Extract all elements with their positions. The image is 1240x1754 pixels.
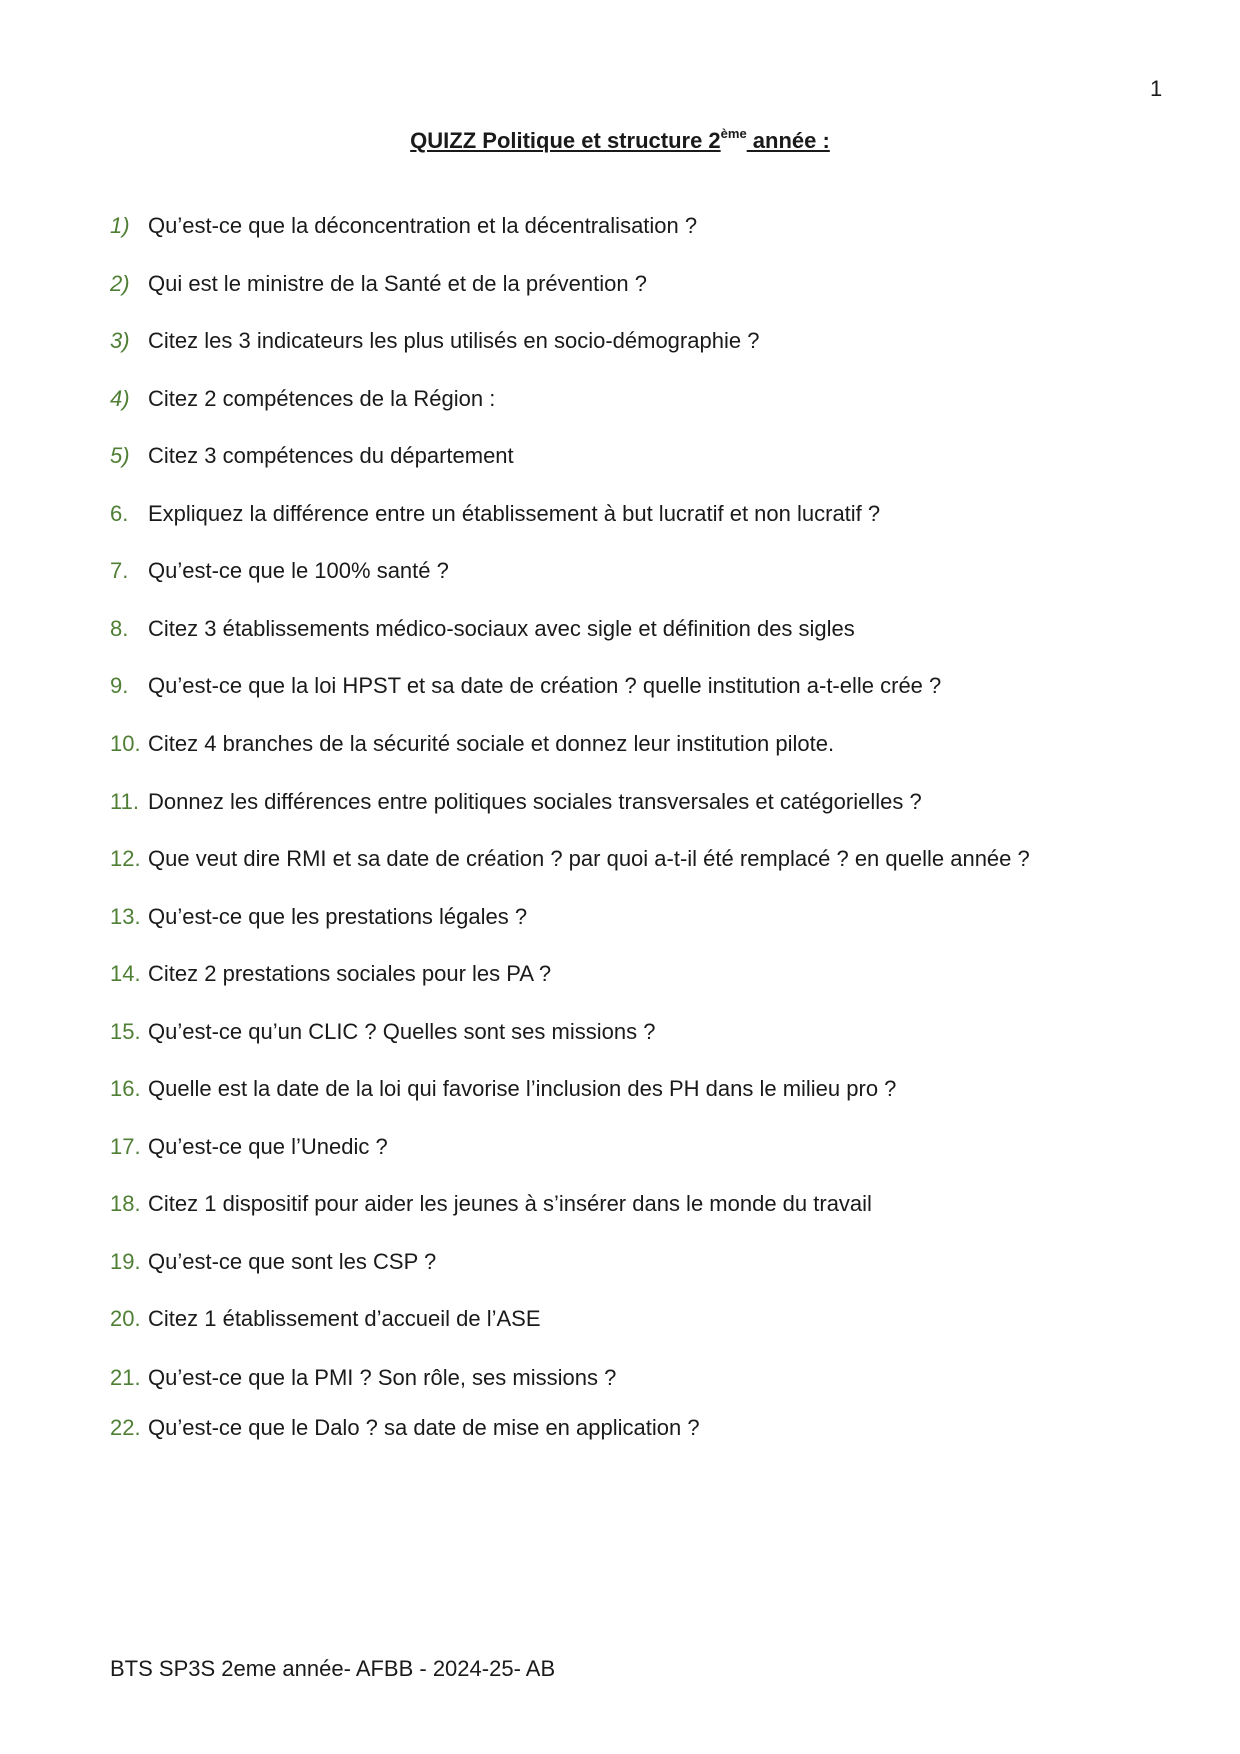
question-text: Qu’est-ce que les prestations légales ? xyxy=(148,904,528,929)
question-item xyxy=(110,1248,436,1276)
question-number: 10. xyxy=(110,731,141,756)
question-text: Qui est le ministre de la Santé et de la prévention ? xyxy=(148,271,647,296)
question-item xyxy=(110,615,855,643)
question-number: 8. xyxy=(110,616,129,641)
question-text: Citez 3 compétences du département xyxy=(148,443,514,468)
question-item xyxy=(110,385,495,413)
question-item xyxy=(110,730,834,758)
question-text: Citez 4 branches de la sécurité sociale et donnez leur institution pilote. xyxy=(148,731,835,756)
question-item xyxy=(110,442,514,470)
question-number: 14. xyxy=(110,961,141,986)
question-item xyxy=(110,1414,700,1442)
question-item xyxy=(110,788,922,816)
title-main: QUIZZ Politique et structure 2 xyxy=(410,128,721,153)
question-number: 1) xyxy=(110,213,130,238)
question-number: 5) xyxy=(110,443,130,468)
question-text: Citez 3 établissements médico-sociaux avec sigle et définition des sigles xyxy=(148,616,855,641)
question-text: Citez 1 établissement d’accueil de l’ASE xyxy=(148,1306,541,1331)
question-text: Citez les 3 indicateurs les plus utilisés en socio-démographie ? xyxy=(148,328,760,353)
question-text: Citez 2 prestations sociales pour les PA ? xyxy=(148,961,552,986)
question-item xyxy=(110,557,449,585)
page-footer: BTS SP3S 2eme année- AFBB - 2024-25- AB xyxy=(110,1656,556,1681)
question-item xyxy=(110,960,551,988)
question-item xyxy=(110,1075,896,1103)
question-item xyxy=(110,1018,655,1046)
title-tail: année : xyxy=(746,128,830,153)
page-title xyxy=(0,128,1240,154)
question-number: 20. xyxy=(110,1306,141,1331)
question-number: 12. xyxy=(110,846,141,871)
page-number: 1 xyxy=(1150,76,1163,101)
question-number: 22. xyxy=(110,1415,141,1440)
question-number: 4) xyxy=(110,386,130,411)
question-number: 18. xyxy=(110,1191,141,1216)
question-text: Expliquez la différence entre un établissement à but lucratif et non lucratif ? xyxy=(148,501,881,526)
question-number: 9. xyxy=(110,673,129,698)
question-item xyxy=(110,672,941,700)
question-text: Qu’est-ce que le 100% santé ? xyxy=(148,558,449,583)
question-text: Citez 2 compétences de la Région : xyxy=(148,386,496,411)
question-item xyxy=(110,327,759,355)
question-item xyxy=(110,500,880,528)
question-item xyxy=(110,1190,872,1218)
question-text: Citez 1 dispositif pour aider les jeunes à s’insérer dans le monde du travail xyxy=(148,1191,872,1216)
question-text: Qu’est-ce que l’Unedic ? xyxy=(148,1134,388,1159)
question-item xyxy=(110,1133,388,1161)
question-number: 2) xyxy=(110,271,130,296)
question-number: 16. xyxy=(110,1076,141,1101)
question-text: Qu’est-ce que la déconcentration et la décentralisation ? xyxy=(148,213,698,238)
question-number: 3) xyxy=(110,328,130,353)
question-number: 11. xyxy=(110,789,139,814)
question-text: Qu’est-ce que le Dalo ? sa date de mise en application ? xyxy=(148,1415,700,1440)
question-item xyxy=(110,903,527,931)
question-number: 13. xyxy=(110,904,141,929)
question-item xyxy=(110,1305,541,1333)
question-text: Qu’est-ce que la loi HPST et sa date de création ? quelle institution a-t-elle crée ? xyxy=(148,673,942,698)
question-text: Quelle est la date de la loi qui favorise l’inclusion des PH dans le milieu pro ? xyxy=(148,1076,897,1101)
question-number: 19. xyxy=(110,1249,141,1274)
question-item xyxy=(110,270,647,298)
question-text: Donnez les différences entre politiques sociales transversales et catégorielles ? xyxy=(148,789,922,814)
question-number: 17. xyxy=(110,1134,141,1159)
question-item xyxy=(110,1364,616,1392)
question-number: 7. xyxy=(110,558,129,583)
question-text: Que veut dire RMI et sa date de création ? par quoi a-t-il été remplacé ? en quelle année ? xyxy=(148,846,1030,871)
question-text: Qu’est-ce que la PMI ? Son rôle, ses missions ? xyxy=(148,1365,617,1390)
question-number: 15. xyxy=(110,1019,141,1044)
question-text: Qu’est-ce qu’un CLIC ? Quelles sont ses missions ? xyxy=(148,1019,656,1044)
question-number: 6. xyxy=(110,501,129,526)
question-text: Qu’est-ce que sont les CSP ? xyxy=(148,1249,437,1274)
question-item xyxy=(110,845,1030,873)
question-item xyxy=(110,212,697,240)
title-superscript: ème xyxy=(720,126,747,141)
question-number: 21. xyxy=(110,1365,141,1390)
